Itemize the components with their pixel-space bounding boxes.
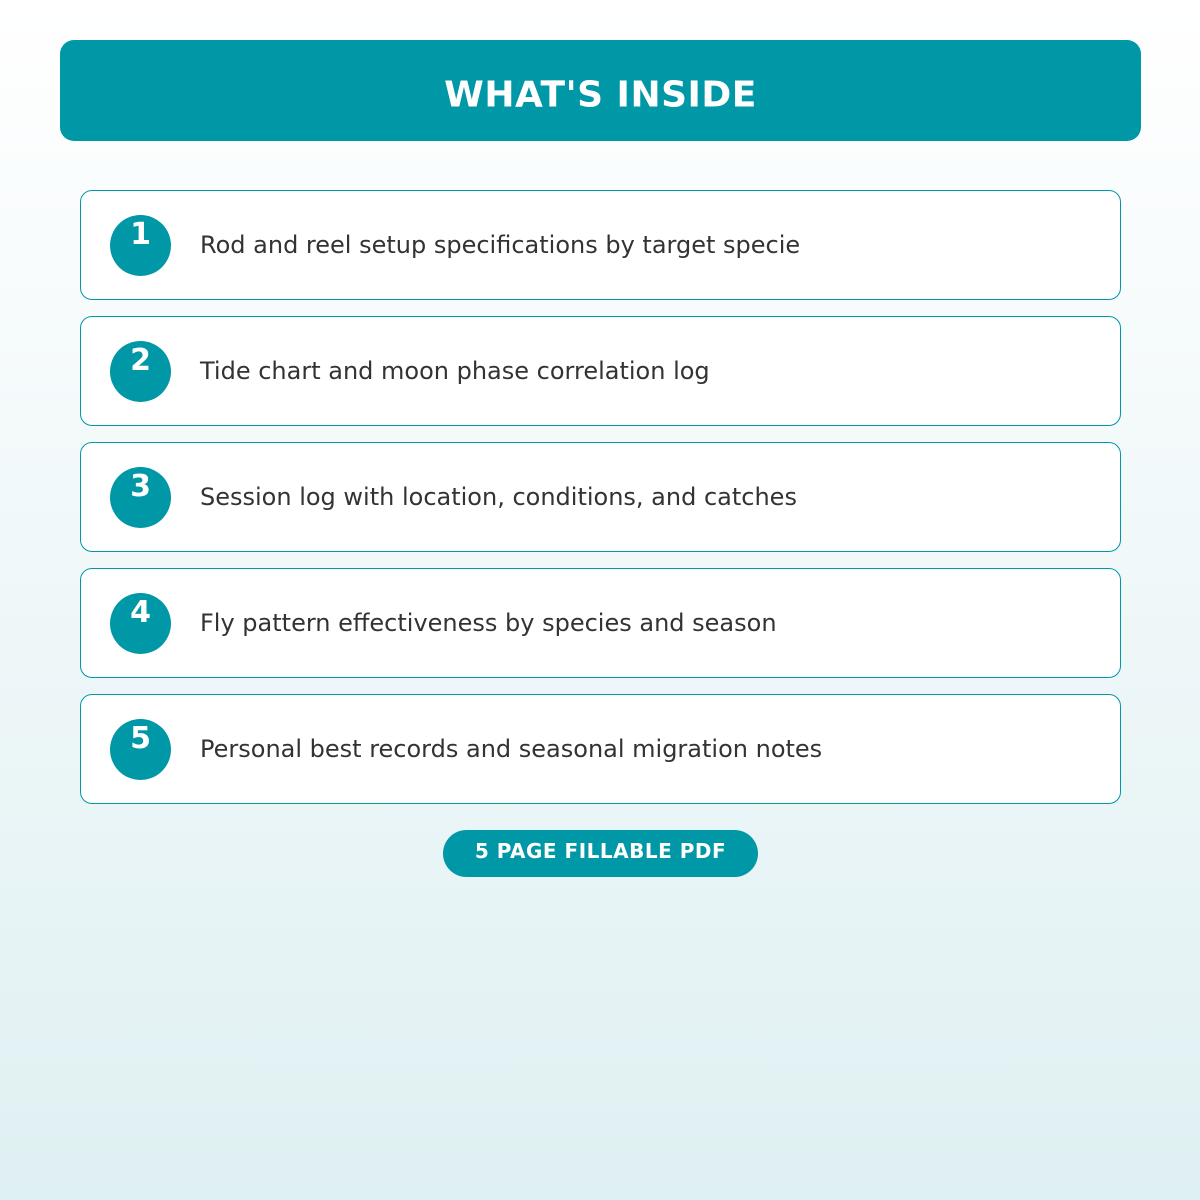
format-badge-label: 5 PAGE FILLABLE PDF <box>474 839 727 863</box>
page-title: WHAT'S INSIDE <box>444 74 757 116</box>
list-item <box>80 190 1121 300</box>
list-item <box>80 442 1121 552</box>
number-badge <box>110 341 171 402</box>
item-text: Tide chart and moon phase correlation log <box>200 357 710 385</box>
number-badge <box>110 215 171 276</box>
number-badge <box>110 467 171 528</box>
item-number: 1 <box>130 217 151 252</box>
number-badge <box>110 719 171 780</box>
item-number: 5 <box>130 721 151 756</box>
item-number: 4 <box>130 595 151 630</box>
item-text: Fly pattern effectiveness by species and season <box>200 609 777 637</box>
item-number: 3 <box>130 469 151 504</box>
list-item <box>80 568 1121 678</box>
format-badge <box>443 830 758 877</box>
list-item <box>80 316 1121 426</box>
header-banner <box>60 40 1141 141</box>
item-text: Personal best records and seasonal migration notes <box>200 735 823 763</box>
item-text: Session log with location, conditions, and catches <box>200 483 797 511</box>
number-badge <box>110 593 171 654</box>
list-item <box>80 694 1121 804</box>
item-number: 2 <box>130 343 151 378</box>
item-text: Rod and reel setup specifications by target specie <box>200 231 801 259</box>
